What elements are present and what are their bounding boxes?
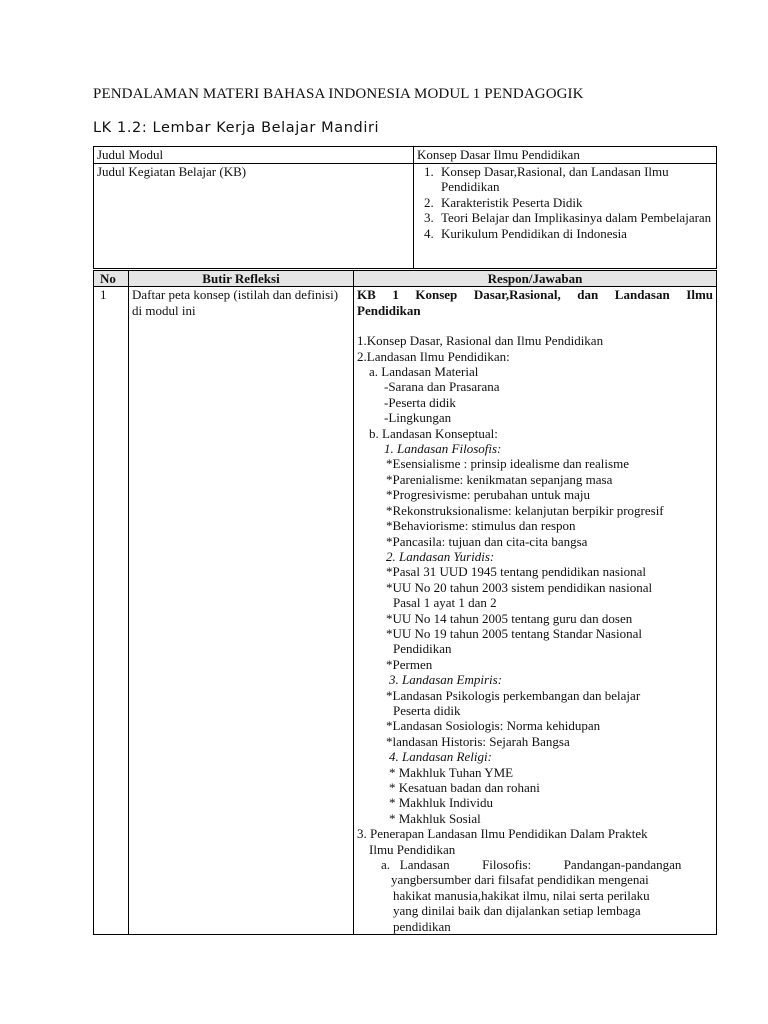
kb-list (417, 164, 713, 242)
response-line: *Permen (386, 656, 433, 672)
response-line: *Pasal 31 UUD 1945 tentang pendidikan nasional (386, 564, 646, 580)
list-item: 1. Konsep Dasar,Rasional, dan Landasan Ilmu Pendidikan (437, 164, 713, 195)
response-line: a. Landasan Material (369, 364, 479, 380)
response-line: 1.Konsep Dasar, Rasional dan Ilmu Pendidikan (357, 333, 604, 349)
header-respon-jawaban: Respon/Jawaban (354, 271, 717, 287)
response-line: *Esensialisme : prinsip idealisme dan realisme (386, 456, 629, 472)
response-line: * Kesatuan badan dan rohani (389, 780, 540, 795)
judul-modul-value: Konsep Dasar Ilmu Pendidikan (414, 147, 717, 164)
list-item: 4. Kurikulum Pendidikan di Indonesia (437, 226, 713, 242)
response-line: Pendidikan (393, 641, 452, 657)
response-line: pendidikan (393, 918, 451, 934)
response-line: yang dinilai baik dan dijalankan setiap lembaga (393, 903, 641, 919)
judul-modul-label: Judul Modul (94, 147, 414, 164)
response-line: *Pancasila: tujuan dan cita-cita bangsa (386, 533, 588, 549)
response-line: 4. Landasan Religi: (389, 749, 492, 765)
kb-heading: KB 1 Konsep Dasar,Rasional, dan Landasan Ilmu (357, 287, 713, 303)
document-title: PENDALAMAN MATERI BAHASA INDONESIA MODUL 1 PENDAGOGIK (93, 86, 584, 102)
butir-text: Daftar peta konsep (istilah dan definisi) di modul ini (129, 287, 354, 935)
kb-heading-cont: Pendidikan (357, 302, 421, 318)
table-row (94, 147, 717, 164)
response-line: 1. Landasan Filosofis: (384, 441, 502, 457)
header-butir-refleksi: Butir Refleksi (129, 271, 354, 287)
judul-kb-value (414, 163, 717, 268)
response-line: 3. Penerapan Landasan Ilmu Pendidikan Dalam Praktek (357, 826, 648, 842)
judul-kb-label: Judul Kegiatan Belajar (KB) (94, 163, 414, 268)
response-line: a. Landasan Filosofis: Pandangan-pandangan (381, 857, 682, 873)
response-line: -Sarana dan Prasarana (384, 379, 500, 395)
reflection-table (93, 270, 717, 935)
response-line: *Landasan Psikologis perkembangan dan belajar (386, 687, 641, 703)
header-no: No (94, 271, 129, 287)
table-row (94, 287, 717, 935)
row-number: 1 (94, 287, 129, 935)
response-line: yangbersumber dari filsafat pendidikan mengenai (391, 872, 649, 888)
response-line: -Lingkungan (384, 410, 452, 426)
response-line: Pasal 1 ayat 1 dan 2 (393, 595, 497, 611)
response-line: * Makhluk Tuhan YME (389, 764, 514, 780)
response-line: b. Landasan Konseptual: (369, 425, 498, 441)
response-line: * Makhluk Individu (389, 795, 493, 811)
response-line: *Rekonstruksionalisme: kelanjutan berpikir progresif (386, 502, 664, 518)
response-line: *landasan Historis: Sejarah Bangsa (386, 733, 570, 749)
table-header-row (94, 271, 717, 287)
response-line: Peserta didik (393, 702, 461, 718)
response-line: 2. Landasan Yuridis: (386, 548, 495, 564)
worksheet-title: LK 1.2: Lembar Kerja Belajar Mandiri (93, 120, 380, 136)
response-line: *Parenialisme: kenikmatan sepanjang masa (386, 471, 613, 487)
response-line: 2.Landasan Ilmu Pendidikan: (357, 348, 510, 364)
response-line: *UU No 14 tahun 2005 tentang guru dan dosen (386, 610, 633, 626)
response-line: *UU No 19 tahun 2005 tentang Standar Nasional (386, 625, 642, 641)
response-line: Ilmu Pendidikan (369, 841, 456, 857)
response-line: * Makhluk Sosial (389, 810, 481, 826)
response-line: -Peserta didik (384, 394, 456, 410)
response-line: *Landasan Sosiologis: Norma kehidupan (386, 718, 601, 734)
response-line: *Progresivisme: perubahan untuk maju (386, 487, 590, 503)
respon-cell (354, 287, 717, 935)
list-item: 3. Teori Belajar dan Implikasinya dalam Pembelajaran (437, 210, 713, 226)
response-line: 3. Landasan Empiris: (389, 672, 503, 688)
list-item: 2. Karakteristik Peserta Didik (437, 195, 713, 211)
module-info-table (93, 146, 717, 269)
response-line: hakikat manusia,hakikat ilmu, nilai serta perilaku (393, 887, 650, 903)
response-line: *Behaviorisme: stimulus dan respon (386, 518, 576, 534)
table-row (94, 163, 717, 268)
response-line: *UU No 20 tahun 2003 sistem pendidikan nasional (386, 579, 653, 595)
